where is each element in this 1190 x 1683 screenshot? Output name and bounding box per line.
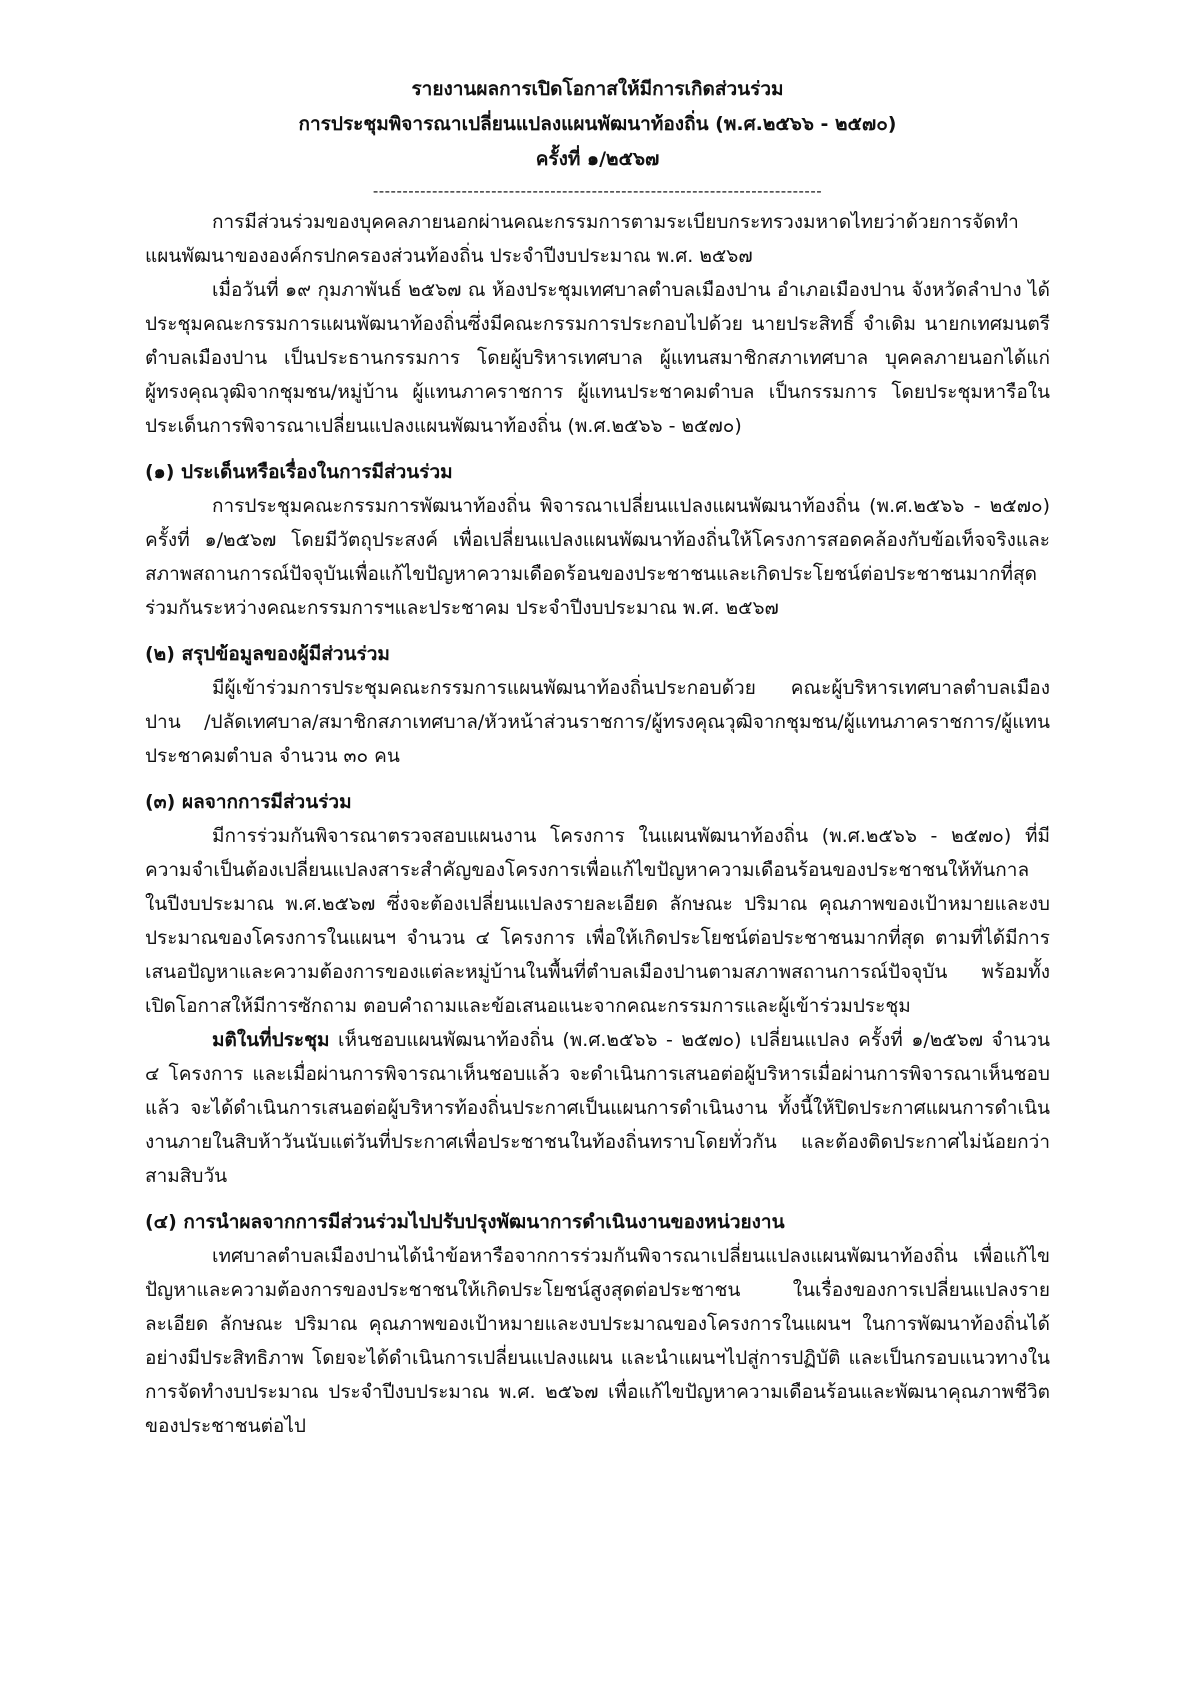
section-3-heading: (๓) ผลจากการมีส่วนร่วม [145,791,352,813]
resolution-paragraph [145,1023,1050,1193]
report-title-line3: ครั้งที่ ๑/๒๕๖๗ [535,148,660,170]
section-2-heading: (๒) สรุปข้อมูลของผู้มีส่วนร่วม [145,643,390,665]
section-4-heading: (๔) การนำผลจากการมีส่วนร่วมไปปรับปรุงพัฒนาการดำเนินงานของหน่วยงาน [145,1211,785,1233]
section-4-body: เทศบาลตำบลเมืองปานได้นำข้อหารือจากการร่วมกันพิจารณาเปลี่ยนแปลงแผนพัฒนาท้องถิ่น เพื่อแก้ไขปัญหาและความต้องการของประชาชนให้เกิดประโยชน์สูงสุดต่อประชาชน ในเรื่องของการเปลี่ยนแปลงรายละเอียด ลักษณะ ปริมาณ คุณภาพของเป้าหมายและงบประมาณของโครงการในแผนฯ ในการพัฒนาท้องถิ่นได้อย่างมีประสิทธิภาพ โดยจะได้ดำเนินการเปลี่ยนแปลงแผน และนำแผนฯไปสู่การปฏิบัติ และเป็นกรอบแนวทางในการจัดทำงบประมาณ ประจำปีงบประมาณ พ.ศ. ๒๕๖๗ เพื่อแก้ไขปัญหาความเดือนร้อนและพัฒนาคุณภาพชีวิตของประชาชนต่อไป [145,1245,1050,1437]
resolution-text: เห็นชอบแผนพัฒนาท้องถิ่น (พ.ศ.๒๕๖๖ - ๒๕๗๐) เปลี่ยนแปลง ครั้งที่ ๑/๒๕๖๗ จำนวน ๔ โครงการ และเมื่อผ่านการพิจารณาเห็นชอบแล้ว จะดำเนินการเสนอต่อผู้บริหารเมื่อผ่านการพิจารณาเห็นชอบแล้ว จะได้ดำเนินการเสนอต่อผู้บริหารท้องถิ่นประกาศเป็นแผนการดำเนินงาน ทั้งนี้ให้ปิดประกาศแผนการดำเนินงานภายในสิบห้าวันนับแต่วันที่ประกาศเพื่อประชาชนในท้องถิ่นทราบโดยทั่วกัน และต้องติดประกาศไม่น้อยกว่าสามสิบวัน [145,1029,1050,1187]
report-title-line2: การประชุมพิจารณาเปลี่ยนแปลงแผนพัฒนาท้องถิ่น (พ.ศ.๒๕๖๖ - ๒๕๗๐) [298,113,897,135]
intro-paragraph-1: การมีส่วนร่วมของบุคคลภายนอกผ่านคณะกรรมการตามระเบียบกระทรวงมหาดไทยว่าด้วยการจัดทำแผนพัฒนาขององค์กรปกครองส่วนท้องถิ่น ประจำปีงบประมาณ พ.ศ. ๒๕๖๗ [145,211,1019,267]
section-1-body: การประชุมคณะกรรมการพัฒนาท้องถิ่น พิจารณาเปลี่ยนแปลงแผนพัฒนาท้องถิ่น (พ.ศ.๒๕๖๖ - ๒๕๗๐) ครั้งที่ ๑/๒๕๖๗ โดยมีวัตถุประสงค์ เพื่อเปลี่ยนแปลงแผนพัฒนาท้องถิ่นให้โครงการสอดคล้องกับข้อเท็จจริงและสภาพสถานการณ์ปัจจุบันเพื่อแก้ไขปัญหาความเดือดร้อนของประชาชนและเกิดประโยชน์ต่อประชาชนมากที่สุด ร่วมกันระหว่างคณะกรรมการฯและประชาคม ประจำปีงบประมาณ พ.ศ. ๒๕๖๗ [145,495,1050,619]
resolution-label: มติในที่ประชุม [212,1029,330,1051]
section-2-body: มีผู้เข้าร่วมการประชุมคณะกรรมการแผนพัฒนาท้องถิ่นประกอบด้วย คณะผู้บริหารเทศบาลตำบลเมืองปาน /ปลัดเทศบาล/สมาชิกสภาเทศบาล/หัวหน้าส่วนราชการ/ผู้ทรงคุณวุฒิจากชุมชน/ผู้แทนภาคราชการ/ผู้แทนประชาคมตำบล จำนวน ๓๐ คน [145,677,1050,767]
dashed-separator: ---------------------------------------------------------------------------- [372,182,823,200]
report-title-line1: รายงานผลการเปิดโอกาสให้มีการเกิดส่วนร่วม [411,78,784,100]
intro-paragraph-2: เมื่อวันที่ ๑๙ กุมภาพันธ์ ๒๕๖๗ ณ ห้องประชุมเทศบาลตำบลเมืองปาน อำเภอเมืองปาน จังหวัดลำปาง ได้ประชุมคณะกรรมการแผนพัฒนาท้องถิ่นซึ่งมีคณะกรรมการประกอบไปด้วย นายประสิทธิ์ จำเดิม นายกเทศมนตรีตำบลเมืองปาน เป็นประธานกรรมการ โดยผู้บริหารเทศบาล ผู้แทนสมาชิกสภาเทศบาล บุคคลภายนอกได้แก่ ผู้ทรงคุณวุฒิจากชุมชน/หมู่บ้าน ผู้แทนภาคราชการ ผู้แทนประชาคมตำบล เป็นกรรมการ โดยประชุมหารือในประเด็นการพิจารณาเปลี่ยนแปลงแผนพัฒนาท้องถิ่น (พ.ศ.๒๕๖๖ - ๒๕๗๐) [145,279,1050,437]
section-1-heading: (๑) ประเด็นหรือเรื่องในการมีส่วนร่วม [145,461,453,483]
section-3-body: มีการร่วมกันพิจารณาตรวจสอบแผนงาน โครงการ ในแผนพัฒนาท้องถิ่น (พ.ศ.๒๕๖๖ - ๒๕๗๐) ที่มีความจำเป็นต้องเปลี่ยนแปลงสาระสำคัญของโครงการเพื่อแก้ไขปัญหาความเดือนร้อนของประชาชนให้ทันกาลในปีงบประมาณ พ.ศ.๒๕๖๗ ซึ่งจะต้องเปลี่ยนแปลงรายละเอียด ลักษณะ ปริมาณ คุณภาพของเป้าหมายและงบประมาณของโครงการในแผนฯ จำนวน ๔ โครงการ เพื่อให้เกิดประโยชน์ต่อประชาชนมากที่สุด ตามที่ได้มีการเสนอปัญหาและความต้องการของแต่ละหมู่บ้านในพื้นที่ตำบลเมืองปานตามสภาพสถานการณ์ปัจจุบัน พร้อมทั้งเปิดโอกาสให้มีการซักถาม ตอบคำถามและข้อเสนอแนะจากคณะกรรมการและผู้เข้าร่วมประชุม [145,825,1050,1017]
